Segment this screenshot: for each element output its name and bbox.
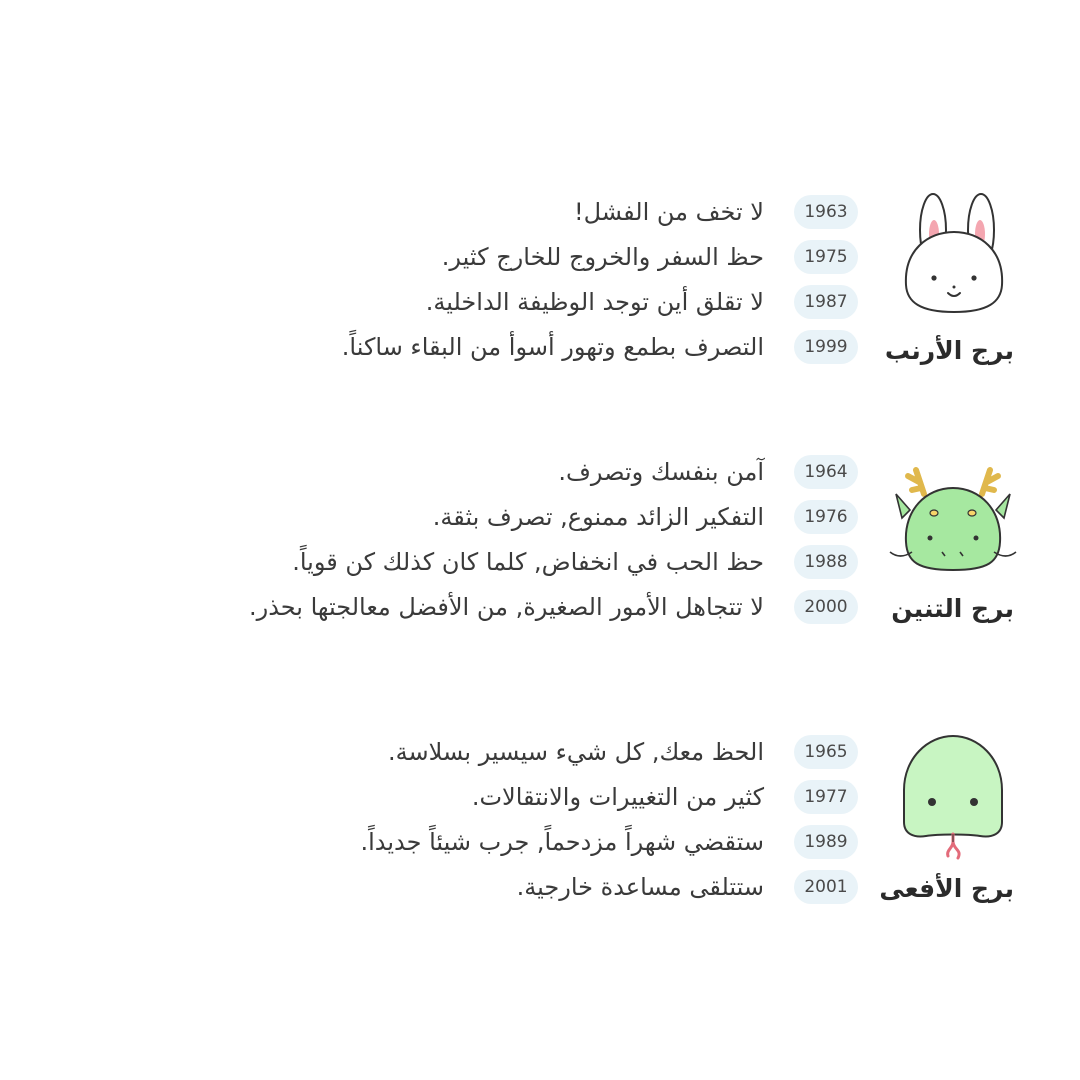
fortune-text: حظ السفر والخروج للخارج كثير.: [441, 243, 764, 271]
fortune-text: لا تخف من الفشل!: [573, 198, 764, 226]
dragon-sign-section: [0, 450, 1080, 680]
year-badge: 2000: [794, 590, 858, 624]
fortune-text: الحظ معك, كل شيء سيسير بسلاسة.: [388, 738, 764, 766]
fortune-row: [0, 452, 1080, 492]
fortune-text: ستقضي شهراً مزدحماً, جرب شيئاً جديداً.: [360, 828, 764, 856]
fortune-row: [0, 822, 1080, 862]
fortune-row: [0, 327, 1080, 367]
fortune-text: لا تتجاهل الأمور الصغيرة, من الأفضل معالجتها بحذر.: [248, 593, 764, 621]
year-badge: 1963: [794, 195, 858, 229]
year-badge: 2001: [794, 870, 858, 904]
sign-title: برج الأفعى: [879, 874, 1014, 903]
year-badge: 1989: [794, 825, 858, 859]
fortune-row: [0, 587, 1080, 627]
fortune-text: حظ الحب في انخفاض, كلما كان كذلك كن قوياً.: [292, 548, 764, 576]
year-badge: 1964: [794, 455, 858, 489]
fortune-text: كثير من التغييرات والانتقالات.: [471, 783, 764, 811]
fortune-text: آمن بنفسك وتصرف.: [558, 458, 764, 486]
year-badge: 1975: [794, 240, 858, 274]
year-badge: 1977: [794, 780, 858, 814]
fortune-row: [0, 542, 1080, 582]
fortune-text: التصرف بطمع وتهور أسوأ من البقاء ساكناً.: [341, 333, 764, 361]
year-badge: 1965: [794, 735, 858, 769]
fortune-row: [0, 282, 1080, 322]
fortune-row: [0, 237, 1080, 277]
fortune-row: [0, 192, 1080, 232]
snake-sign-section: [0, 730, 1080, 960]
year-badge: 1988: [794, 545, 858, 579]
rabbit-sign-section: [0, 190, 1080, 420]
fortune-row: [0, 867, 1080, 907]
fortune-row: [0, 732, 1080, 772]
sign-title: برج التنين: [891, 594, 1014, 623]
year-badge: 1976: [794, 500, 858, 534]
fortune-text: ستتلقى مساعدة خارجية.: [516, 873, 764, 901]
year-badge: 1999: [794, 330, 858, 364]
fortune-row: [0, 777, 1080, 817]
fortune-text: لا تقلق أين توجد الوظيفة الداخلية.: [425, 288, 764, 316]
fortune-row: [0, 497, 1080, 537]
fortune-text: التفكير الزائد ممنوع, تصرف بثقة.: [432, 503, 764, 531]
sign-title: برج الأرنب: [884, 336, 1014, 365]
year-badge: 1987: [794, 285, 858, 319]
